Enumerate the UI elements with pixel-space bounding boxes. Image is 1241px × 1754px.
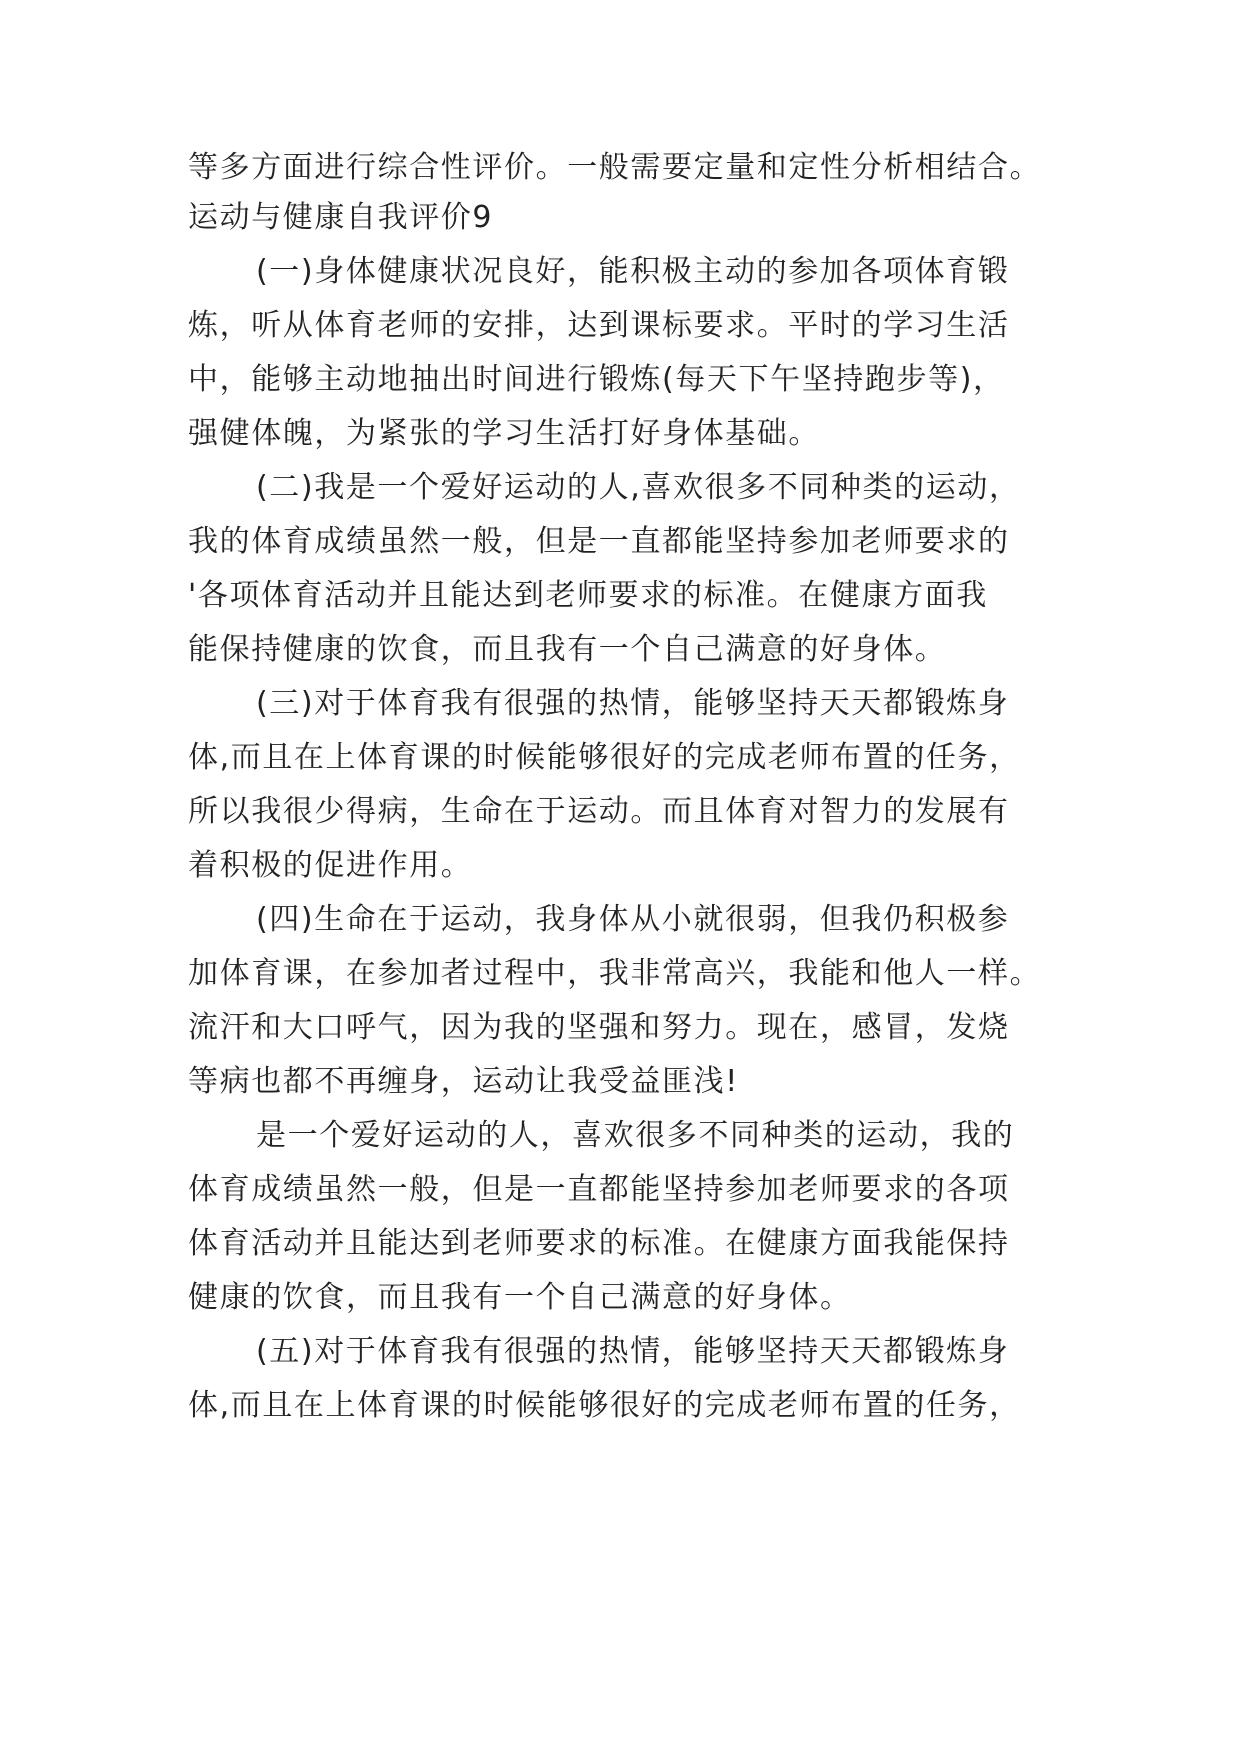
paragraph-line: 能保持健康的饮食，而且我有一个自己满意的好身体。 [188,632,947,667]
paragraph-line: (四)生命在于运动，我身体从小就很弱，但我仍积极参 [256,902,1010,937]
paragraph-line: 体育成绩虽然一般，但是一直都能坚持参加老师要求的各项 [188,1172,1010,1207]
paragraph-line: (二)我是一个爱好运动的人,喜欢很多不同种类的运动， [256,470,1021,505]
paragraph-line: '各项体育活动并且能达到老师要求的标准。在健康方面我 [188,578,988,613]
paragraph-line: 强健体魄，为紧张的学习生活打好身体基础。 [188,416,820,451]
paragraph-line: 健康的饮食，而且我有一个自己满意的好身体。 [188,1280,852,1315]
paragraph-line: 体,而且在上体育课的时候能够很好的完成老师布置的任务， [188,1388,1021,1423]
paragraph-line: 炼，听从体育老师的安排，达到课标要求。平时的学习生活 [188,308,1010,343]
paragraph-line: 我的体育成绩虽然一般，但是一直都能坚持参加老师要求的 [188,524,1010,559]
paragraph-line: 是一个爱好运动的人，喜欢很多不同种类的运动，我的 [256,1118,1015,1153]
paragraph-line: 体,而且在上体育课的时候能够很好的完成老师布置的任务， [188,740,1021,775]
paragraph-line: (一)身体健康状况良好，能积极主动的参加各项体育锻 [256,254,1010,289]
section-heading: 运动与健康自我评价9 [188,200,494,235]
paragraph-line: 流汗和大口呼气，因为我的坚强和努力。现在，感冒，发烧 [188,1010,1010,1045]
text-line: 等多方面进行综合性评价。一般需要定量和定性分析相结合。 [188,150,1042,185]
paragraph-line: 所以我很少得病，生命在于运动。而且体育对智力的发展有 [188,794,1010,829]
paragraph-line: 等病也都不再缠身，运动让我受益匪浅! [188,1064,739,1099]
paragraph-line: 加体育课，在参加者过程中，我非常高兴，我能和他人一样。 [188,956,1042,991]
paragraph-line: 体育活动并且能达到老师要求的标准。在健康方面我能保持 [188,1226,1010,1261]
paragraph-line: 着积极的促进作用。 [188,848,473,883]
paragraph-line: (三)对于体育我有很强的热情，能够坚持天天都锻炼身 [256,686,1010,721]
paragraph-line: 中，能够主动地抽出时间进行锻炼(每天下午坚持跑步等)， [188,362,1005,397]
paragraph-line: (五)对于体育我有很强的热情，能够坚持天天都锻炼身 [256,1334,1010,1369]
